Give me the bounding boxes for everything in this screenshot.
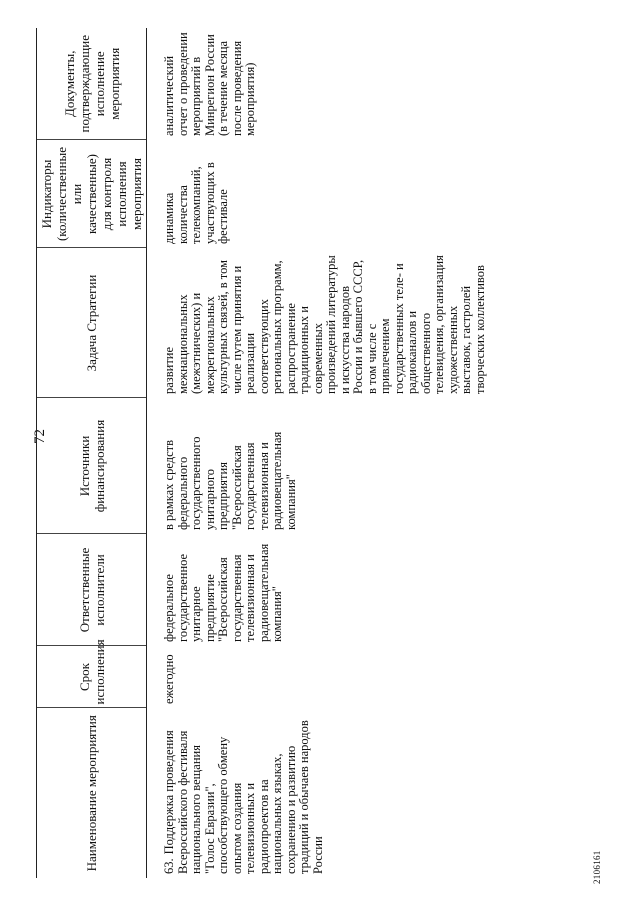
event-name-text: Поддержка проведения Всероссийского фестиваля национального вещания "Голос Евразии", способствующего обмену опытом создания телевизионных и радиопроектов на национальных языках, сохранению и развитию традиций и обычаев народов России bbox=[162, 720, 325, 874]
header-documents: Документы, подтверждающие исполнение мероприятия bbox=[37, 28, 147, 140]
cell-event-name bbox=[147, 708, 548, 878]
cell-strategy-task: развитие межнациональных (межэтнических) и межрегиональных культурных связей, в том числе путем принятия и реализации соответствующих региональных программ, распространение традиционных и современных произведений литературы и искусства народов России и бывшего СССР, в том числе с привлечением государственных теле- и радиоканалов и общественного телевидения, организация художественных выставок, гастролей творческих коллективов bbox=[162, 255, 487, 394]
header-financing: Источники финансирования bbox=[37, 398, 147, 534]
rotated-table-sheet bbox=[36, 28, 536, 878]
header-executors: Ответственные исполнители bbox=[37, 534, 147, 646]
page-number: 72 bbox=[32, 429, 48, 444]
header-event-name: Наименование мероприятия bbox=[37, 708, 147, 878]
document-code: 2106161 bbox=[592, 850, 602, 884]
header-deadline: Срок исполнения bbox=[37, 646, 147, 708]
cell-executors: федеральное государственное унитарное предприятие "Всероссийская государственная телевизионная и радиовещательная компания" bbox=[162, 543, 284, 642]
table-header-row bbox=[37, 28, 147, 878]
cell-documents: аналитический отчет о проведении мероприятий в Минрегион России (в течение месяца после проведения мероприятия) bbox=[162, 32, 257, 136]
header-strategy-task: Задача Стратегии bbox=[37, 248, 147, 398]
cell-indicators: динамика количества телекомпаний, участвующих в фестивале bbox=[162, 162, 230, 244]
row-number: 63. bbox=[162, 858, 176, 874]
cell-deadline: ежегодно bbox=[162, 654, 176, 704]
table-row bbox=[147, 28, 548, 878]
header-indicators: Индикаторы (количественные или качественные) для контроля исполнения мероприятия bbox=[37, 140, 147, 248]
events-table bbox=[36, 28, 547, 878]
cell-financing: в рамках средств федерального государственного унитарного предприятия "Всероссийская государственная телевизионная и радиовещательная компания" bbox=[162, 431, 298, 530]
